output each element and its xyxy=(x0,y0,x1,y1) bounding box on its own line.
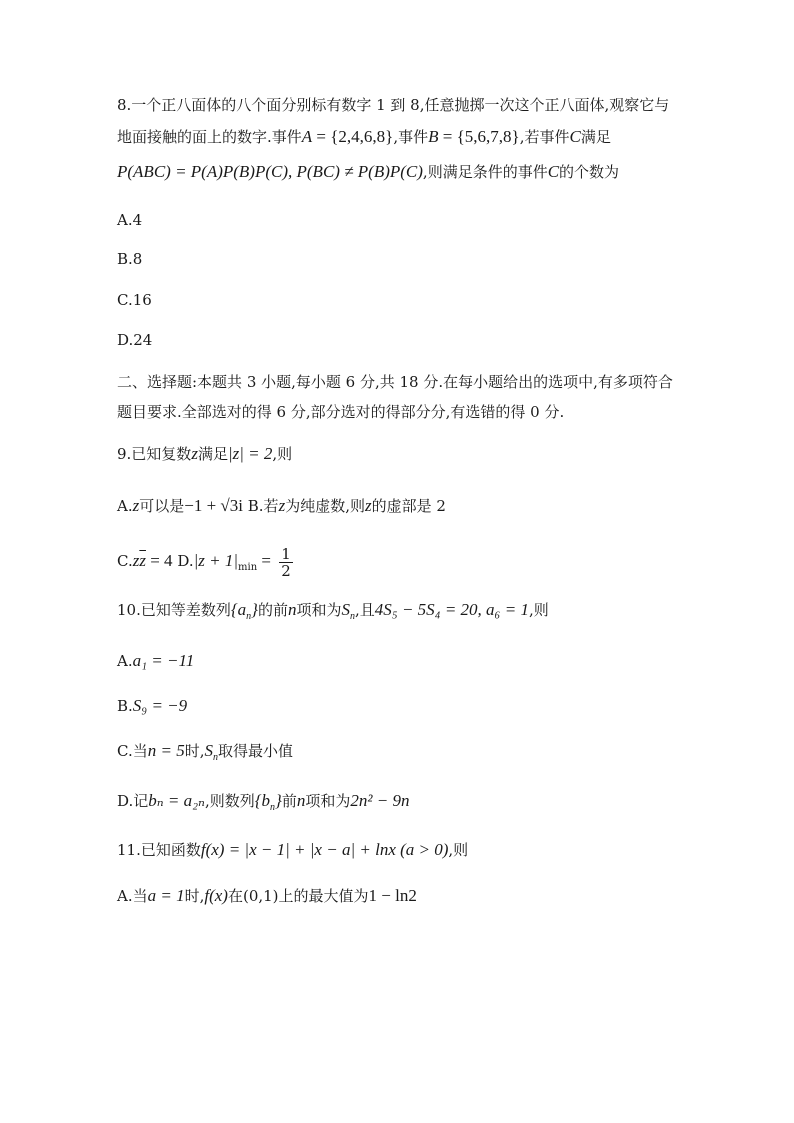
q11-stem: 11.已知函数f(x) = |x − 1| + |x − a| + lnx (a > 0),则 xyxy=(117,840,469,859)
event-a-set: {2,4,6,8} xyxy=(330,127,394,146)
q11-option-a: A.当a = 1时,f(x)在(0,1)上的最大值为1 − ln2 xyxy=(117,886,417,905)
q8-line-3: P(ABC) = P(A)P(B)P(C), P(BC) ≠ P(B)P(C),则满足条件的事件C的个数为 xyxy=(117,162,620,181)
q8-option-c: C.16 xyxy=(117,291,152,309)
q10-stem: 10.已知等差数列$\{a_n\}$的前n项和为$S_n$,且4S₅ − 5S₄ = 20, a₆ = 1,则 xyxy=(117,600,549,622)
q10-option-c: C.当n = 5时$,S_n$取得最小值 xyxy=(117,741,293,763)
q8-line-1: 8.一个正八面体的八个面分别标有数字 1 到 8,任意抛掷一次这个正八面体,观察它与 xyxy=(117,96,670,114)
q8-option-d: D.24 xyxy=(117,331,153,349)
q10-option-a: A.a₁ = −11 xyxy=(117,651,195,670)
q8-condition-formula: P(ABC) = P(A)P(B)P(C), P(BC) ≠ P(B)P(C) xyxy=(117,162,423,181)
q8-line-2: 地面接触的面上的数字.事件A = {2,4,6,8},事件B = {5,6,7,8},若事件C满足 xyxy=(117,127,611,146)
q8-option-a: A.4 xyxy=(117,211,143,229)
q8-option-b: B.8 xyxy=(117,250,143,268)
q10-option-d: D.记bₙ = a₂ₙ,则数列$\{b_n\}$前n项和为2n² − 9n xyxy=(117,791,410,813)
section-2-line-1: 二、选择题:本题共 3 小题,每小题 6 分,共 18 分.在每小题给出的选项中,有多项符合 xyxy=(117,373,673,391)
section-2-line-2: 题目要求.全部选对的得 6 分,部分选对的得部分分,有选错的得 0 分. xyxy=(117,403,565,421)
q10-option-b: B.S₉ = −9 xyxy=(117,696,188,715)
fraction-one-half: $\frac{1}{2}$ xyxy=(281,544,291,580)
event-b-set: {5,6,7,8} xyxy=(456,127,520,146)
q9-options-cd: $C.z\overline{z} = 4$ $D.|z + 1|_{min}$ = $\frac{1}{2}$ xyxy=(117,544,291,580)
q9-stem: 9.已知复数z满足|z| = 2,则 xyxy=(117,444,293,463)
q9-options-ab: A.z可以是−1 + √3i B.若z为纯虚数,则z的虚部是 2 xyxy=(117,496,446,515)
